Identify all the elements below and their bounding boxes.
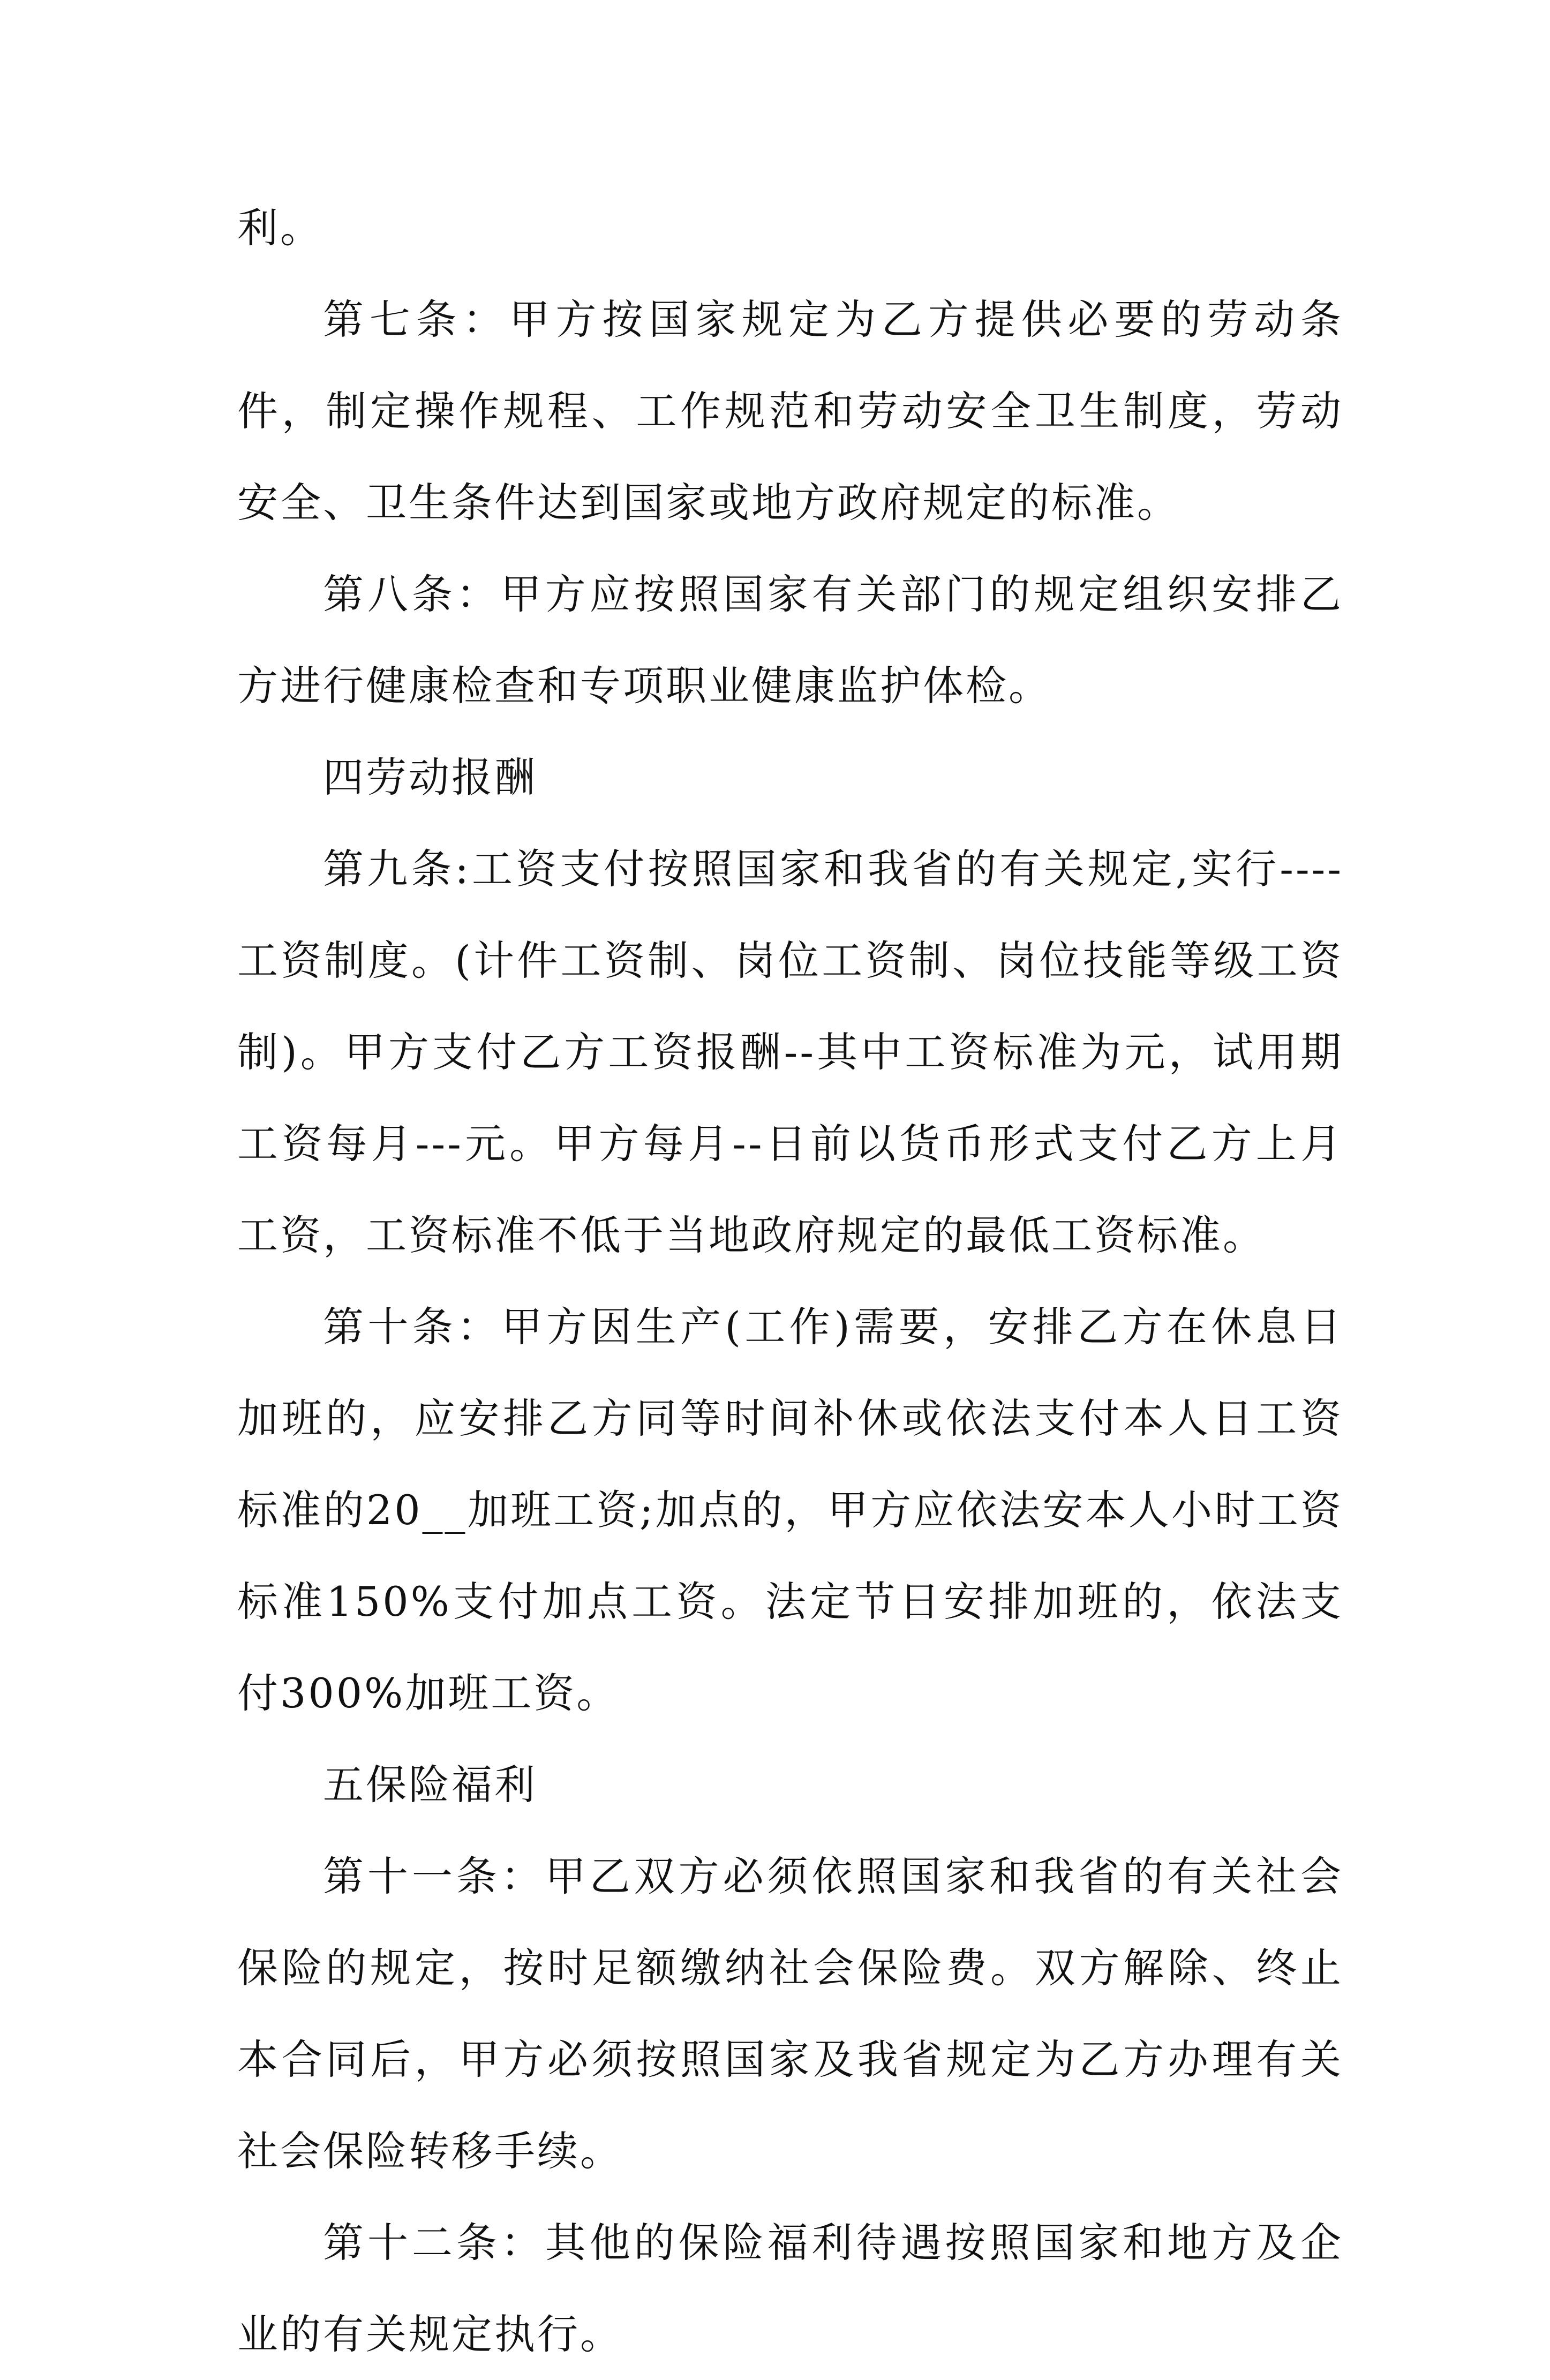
document-body xyxy=(237,182,1343,2380)
paragraph-article-10: 第十条：甲方因生产(工作)需要，安排乙方在休息日加班的，应安排乙方同等时间补休或依法支付本人日工资标准的20__加班工资;加点的，甲方应依法安本人小时工资标准150%支付加点工资。法定节日安排加班的，依法支付300%加班工资。 xyxy=(237,1303,1343,1717)
paragraph-article-11: 第十一条：甲乙双方必须依照国家和我省的有关社会保险的规定，按时足额缴纳社会保险费。双方解除、终止本合同后，甲方必须按照国家及我省规定为乙方办理有关社会保险转移手续。 xyxy=(237,1852,1343,2175)
paragraph-article-12: 第十二条：其他的保险福利待遇按照国家和地方及企业的有关规定执行。 xyxy=(237,2219,1343,2358)
paragraph-article-7: 第七条：甲方按国家规定为乙方提供必要的劳动条件，制定操作规程、工作规范和劳动安全卫生制度，劳动安全、卫生条件达到国家或地方政府规定的标准。 xyxy=(237,296,1343,526)
paragraph-article-8: 第八条：甲方应按照国家有关部门的规定组织安排乙方进行健康检查和专项职业健康监护体检。 xyxy=(237,570,1343,710)
section-heading-labor-pay: 四劳动报酬 xyxy=(323,754,537,801)
paragraph-continuation: 利。 xyxy=(237,204,323,252)
paragraph-article-9: 第九条:工资支付按照国家和我省的有关规定,实行----工资制度。(计件工资制、岗位工资制、岗位技能等级工资制)。甲方支付乙方工资报酬--其中工资标准为元，试用期工资每月---元。甲方每月--日前以货币形式支付乙方上月工资，工资标准不低于当地政府规定的最低工资标准。 xyxy=(237,845,1343,1259)
section-heading-insurance-welfare: 五保险福利 xyxy=(323,1761,537,1809)
